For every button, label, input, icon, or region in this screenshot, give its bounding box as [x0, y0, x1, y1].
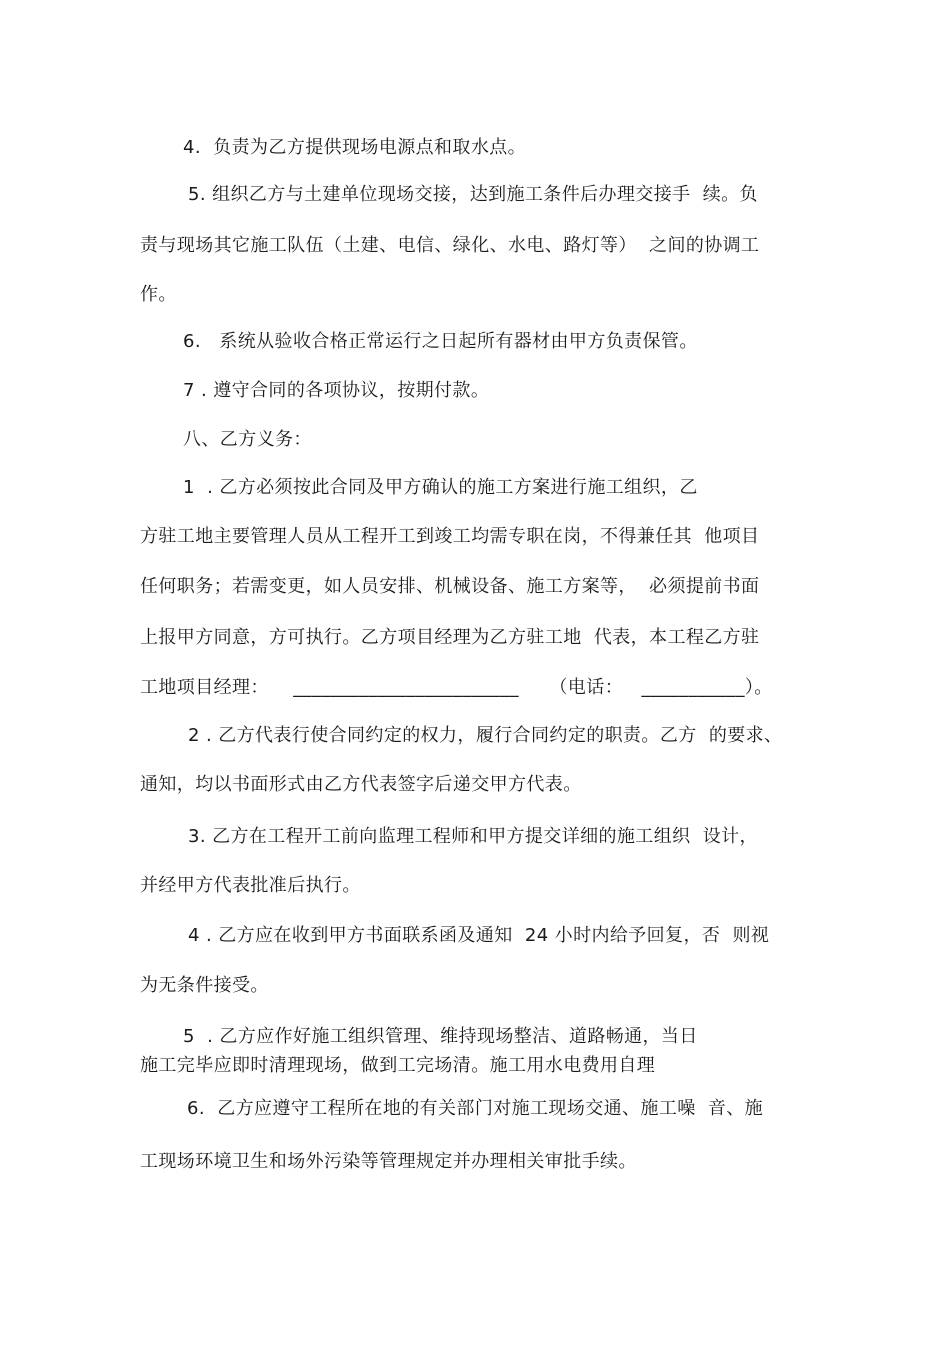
clause-b-4-line-2: 为无条件接受。 [140, 975, 269, 996]
clause-b-1-line-4: 上报甲方同意，方可执行。乙方项目经理为乙方驻工地 代表，本工程乙方驻 [140, 627, 760, 648]
clause-a-7: 7 . 遵守合同的各项协议，按期付款。 [183, 380, 490, 401]
section-heading-party-b-duties: 八、乙方义务： [183, 429, 312, 450]
clause-a-5-line-1: 5. 组织乙方与土建单位现场交接，达到施工条件后办理交接手 续。负 [188, 184, 758, 205]
clause-b-3-line-1: 3. 乙方在工程开工前向监理工程师和甲方提交详细的施工组织 设计， [188, 826, 758, 847]
clause-b-1-line-5: 工地项目经理： ________________________ （电话： ___________）。 [140, 677, 773, 698]
clause-a-5-line-2: 责与现场其它施工队伍（土建、电信、绿化、水电、路灯等） 之间的协调工 [140, 235, 760, 256]
clause-a-4: 4. 负责为乙方提供现场电源点和取水点。 [183, 137, 527, 158]
clause-b-2-line-1: 2 . 乙方代表行使合同约定的权力，履行合同约定的职责。乙方 的要求、 [188, 725, 783, 746]
clause-b-2-line-2: 通知，均以书面形式由乙方代表签字后递交甲方代表。 [140, 774, 582, 795]
clause-b-1-line-1: 1 . 乙方必须按此合同及甲方确认的施工方案进行施工组织，乙 [183, 477, 698, 498]
clause-b-5-line-2: 施工完毕应即时清理现场，做到工完场清。施工用水电费用自理 [140, 1055, 656, 1076]
clause-b-4-line-1: 4 . 乙方应在收到甲方书面联系函及通知 24 小时内给予回复，否 则视 [188, 925, 770, 946]
clause-b-3-line-2: 并经甲方代表批准后执行。 [140, 875, 361, 896]
clause-a-6: 6. 系统从验收合格正常运行之日起所有器材由甲方负责保管。 [183, 331, 698, 352]
clause-b-1-line-2: 方驻工地主要管理人员从工程开工到竣工均需专职在岗，不得兼任其 他项目 [140, 526, 760, 547]
clause-b-6-line-1: 6. 乙方应遵守工程所在地的有关部门对施工现场交通、施工噪 音、施 [187, 1098, 764, 1119]
clause-b-6-line-2: 工现场环境卫生和场外污染等管理规定并办理相关审批手续。 [140, 1151, 637, 1172]
clause-b-5-line-1: 5 . 乙方应作好施工组织管理、维持现场整洁、道路畅通，当日 [183, 1026, 698, 1047]
clause-b-1-line-3: 任何职务；若需变更，如人员安排、机械设备、施工方案等， 必须提前书面 [140, 576, 760, 597]
clause-a-5-line-3: 作。 [140, 284, 177, 305]
